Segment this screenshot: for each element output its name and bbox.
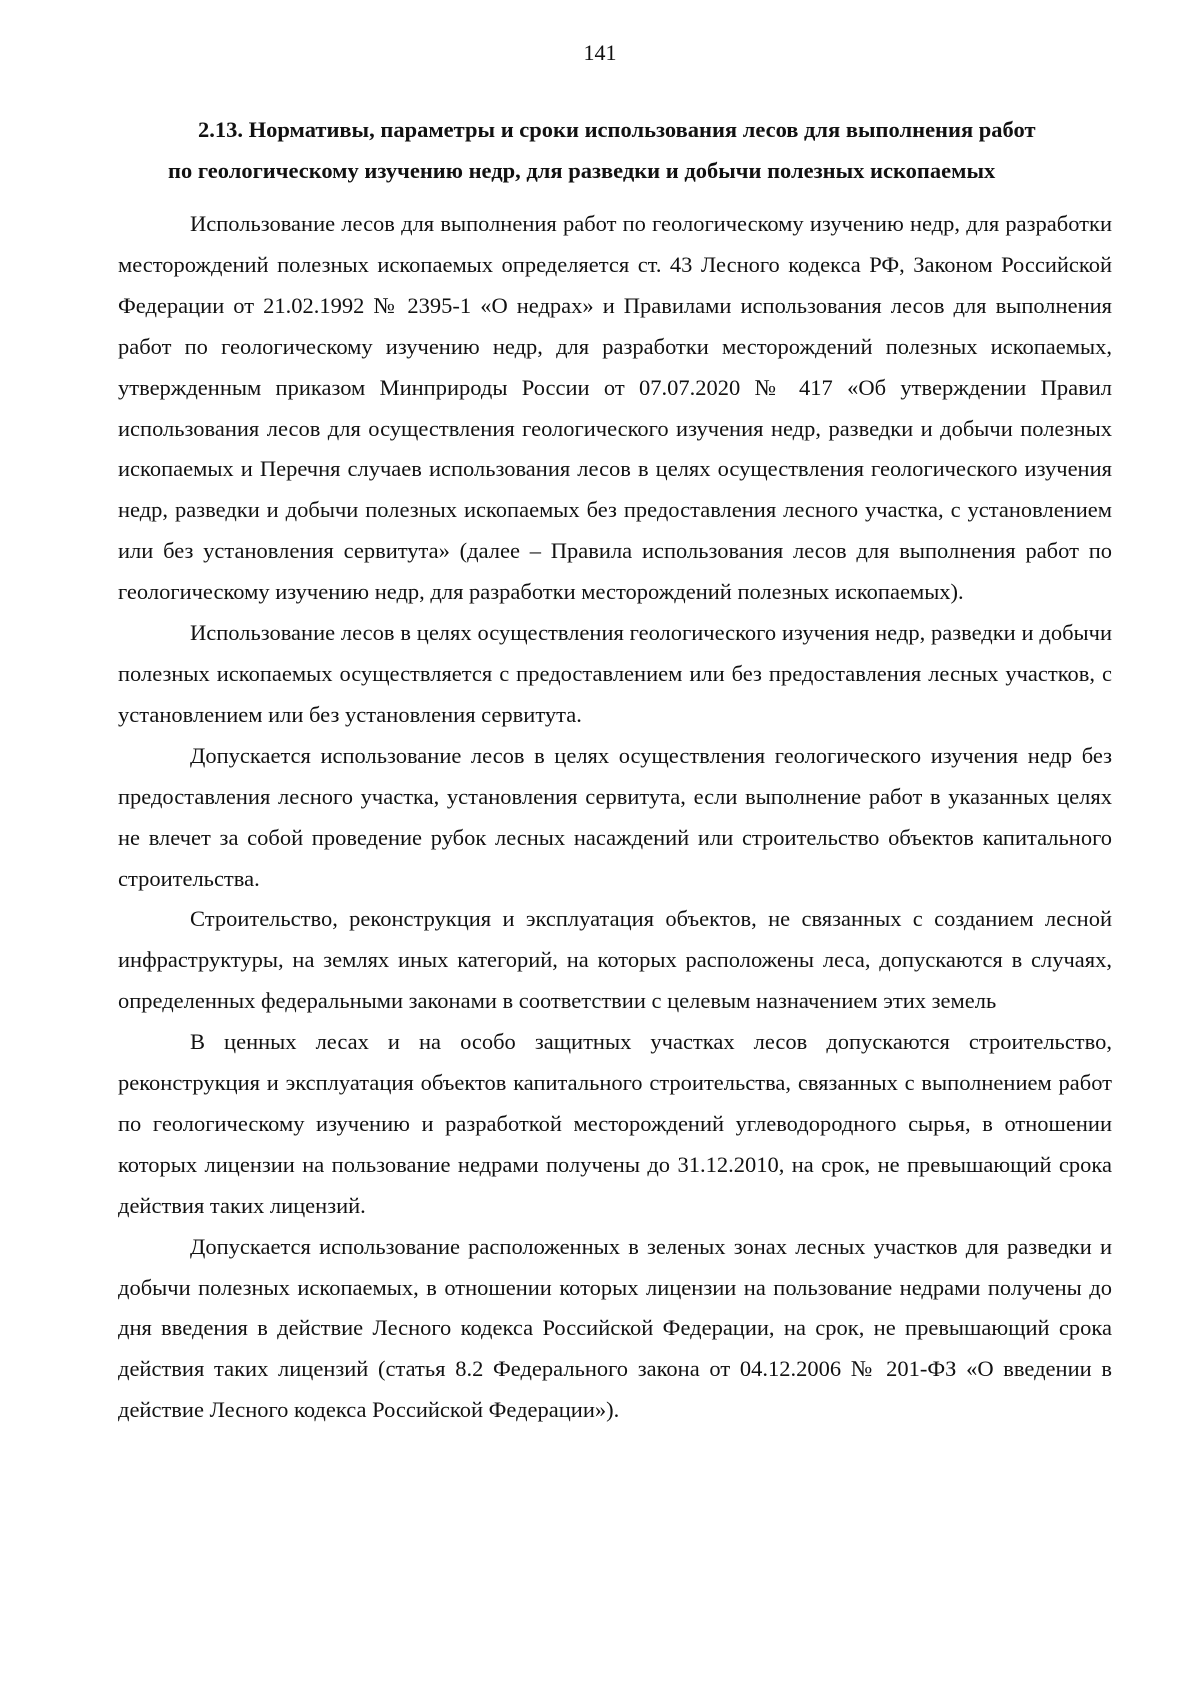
section-heading-line-2: по геологическому изучению недр, для разведки и добычи полезных ископаемых (168, 158, 996, 183)
paragraph-green-zones: Допускается использование расположенных в зеленых зонах лесных участков для разведки и добычи полезных ископаемых, в отношении которых лицензии на пользование недрами получены до дня введения в действие Лесного кодекса Российской Федерации, на срок, не превышающий срока действия таких лицензий (статья 8.2 Федерального закона от 04.12.2006 № 201-ФЗ «О введении в действие Лесного кодекса Российской Федерации»). (118, 1233, 1112, 1423)
paragraph-use-without-plot: Допускается использование лесов в целях осуществления геологического изучения недр без предоставления лесного участка, установления сервитута, если выполнение работ в указанных целях не влечет за собой проведение рубок лесных насаждений или строительство объектов капитального строительства. (118, 742, 1112, 891)
body-text (118, 204, 1112, 1431)
paragraph-legal-basis: Использование лесов для выполнения работ по геологическому изучению недр, для разработки месторождений полезных ископаемых определяется ст. 43 Лесного кодекса РФ, Законом Российской Федерации от 21.02.1992 № 2395-1 «О недрах» и Правилами использования лесов для выполнения работ по геологическому изучению недр, для разработки месторождений полезных ископаемых, утвержденным приказом Минприроды России от 07.07.2020 № 417 «Об утверждении Правил использования лесов для осуществления геологического изучения недр, разведки и добычи полезных ископаемых и Перечня случаев использования лесов в целях осуществления геологического изучения недр, разведки и добычи полезных ископаемых без предоставления лесного участка, с установлением или без установления сервитута» (далее – Правила использования лесов для выполнения работ по геологическому изучению недр, для разработки месторождений полезных ископаемых). (118, 211, 1112, 605)
section-heading (118, 109, 1112, 191)
page-number: 141 (583, 40, 617, 65)
paragraph-valuable-forests: В ценных лесах и на особо защитных участках лесов допускаются строительство, реконструкция и эксплуатация объектов капитального строительства, связанных с выполнением работ по геологическому изучению и разработкой месторождений углеводородного сырья, в отношении которых лицензии на пользование недрами получены до 31.12.2010, на срок, не превышающий срока действия таких лицензий. (118, 1029, 1112, 1218)
paragraph-use-with-or-without-plot: Использование лесов в целях осуществления геологического изучения недр, разведки и добычи полезных ископаемых осуществляется с предоставлением или без предоставления лесных участков, с установлением или без установления сервитута. (118, 620, 1112, 727)
section-heading-line-1: 2.13. Нормативы, параметры и сроки использования лесов для выполнения работ (198, 117, 1036, 142)
paragraph-construction-other-lands: Строительство, реконструкция и эксплуатация объектов, не связанных с созданием лесной инфраструктуры, на землях иных категорий, на которых расположены леса, допускаются в случаях, определенных федеральными законами в соответствии с целевым назначением этих земель (118, 906, 1112, 1014)
